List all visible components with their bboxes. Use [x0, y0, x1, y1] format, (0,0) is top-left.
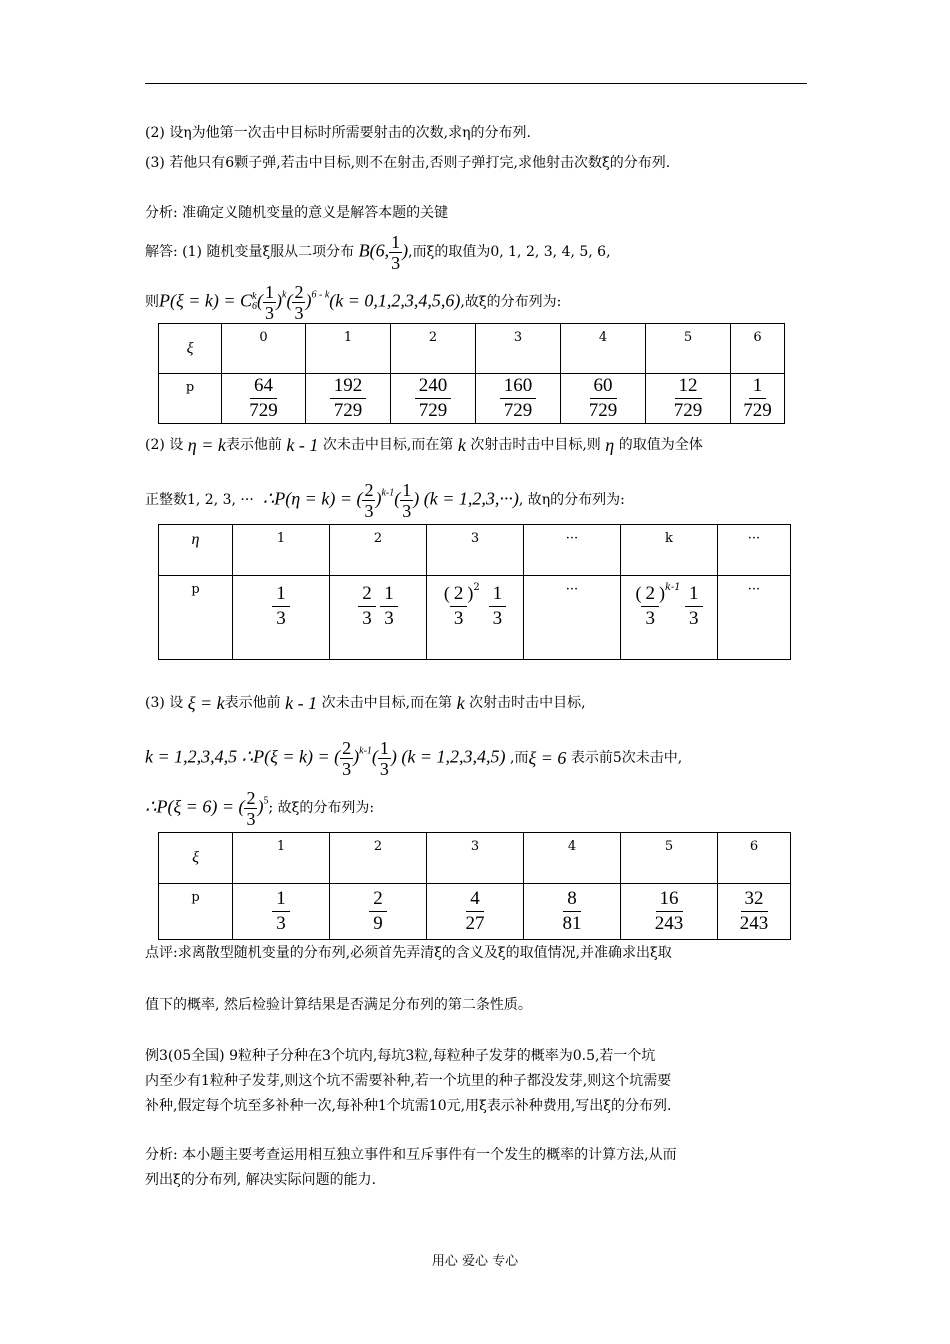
numerator: 64	[250, 374, 277, 399]
probability-formula-3: k = 1,2,3,4,5 ∴P(ξ = k) = ( $\frac{2}{3}$ )$^{k-1}$( $\frac{1}{3}$ ) (k = 1,2,3,4,5)	[145, 737, 506, 779]
example-line-2: 内至少有1粒种子发芽,则这个坑不需要补种,若一个坑里的种子都没发芽,则这个坑需要	[145, 1073, 672, 1089]
numerator: 1	[749, 374, 767, 399]
numerator: 12	[675, 374, 702, 399]
part3-line-2	[145, 738, 682, 778]
table1-cell	[476, 374, 561, 424]
table2-header: ···	[524, 525, 621, 576]
part3-line-1	[145, 686, 586, 720]
table3-cell	[718, 884, 791, 940]
table1-header: 4	[561, 324, 646, 374]
table2-header: 3	[427, 525, 524, 576]
part3-line2-c: 表示前5次未击中,	[570, 750, 683, 766]
numerator: 2	[369, 887, 387, 912]
table2-dots: ···	[718, 576, 791, 660]
table1-cell	[306, 374, 391, 424]
table2-row-label: p	[159, 576, 233, 660]
table3-cell	[427, 884, 524, 940]
example-line-1: 例3(05全国) 9粒种子分种在3个坑内,每坑3粒,每粒种子发芽的概率为0.5,若一个坑	[145, 1048, 656, 1064]
part2-a: (2) 设	[145, 437, 184, 453]
table1-var: ξ	[159, 324, 222, 374]
denominator: 729	[588, 400, 618, 421]
part3-b: 表示他前	[224, 695, 281, 711]
question-2: (2) 设η为他第一次击中目标时所需要射击的次数,求η的分布列.	[145, 125, 531, 141]
table2-header: ···	[718, 525, 791, 576]
xi-eq-k: ξ = k	[183, 693, 225, 713]
table1-header: 2	[391, 324, 476, 374]
comment-line-1: 点评:求离散型随机变量的分布列,必须首先弄清ξ的含义及ξ的取值情况,并准确求出ξ取	[145, 945, 672, 961]
binomial-formula: B(6, $\frac{1}{3}$ )	[354, 231, 409, 273]
table2-header: k	[621, 525, 718, 576]
solution-line-2-b: ,故ξ的分布列为:	[460, 294, 562, 310]
numerator: 4	[466, 887, 484, 912]
table1-row-label: p	[159, 374, 222, 424]
distribution-table-3	[158, 832, 791, 940]
numerator: 60	[590, 374, 617, 399]
distribution-table-1	[158, 323, 785, 424]
probability-formula-4: ∴P(ξ = 6) = ( $\frac{2}{3}$ )$^5$	[145, 787, 269, 829]
table3-cell	[621, 884, 718, 940]
denominator: 81	[562, 913, 582, 934]
part3-line-3	[145, 788, 374, 828]
solution-line-1-a: 解答: (1) 随机变量ξ服从二项分布	[145, 244, 355, 260]
probability-formula-2: ∴P(η = k) = ( $\frac{2}{3}$ )$^{k-1}$( $\frac{1}{3}$ ) (k = 1,2,3,···)	[262, 479, 519, 521]
table3-header: 2	[330, 833, 427, 884]
table2-cell-k: ( $\frac{2}{3}$ )$^{k-1}$ $\frac{1}{3}$	[621, 576, 718, 660]
table3-var: ξ	[159, 833, 233, 884]
solution-line-2	[145, 282, 561, 322]
k-minus-1: k - 1	[280, 693, 318, 713]
numerator: 192	[330, 374, 367, 399]
numerator: 1	[272, 887, 290, 912]
solution-line-1-b: ,而ξ的取值为0, 1, 2, 3, 4, 5, 6,	[408, 244, 611, 260]
table2-cell-2: $\frac{2}{3}$ $\frac{1}{3}$	[330, 576, 427, 660]
table3-row-label: p	[159, 884, 233, 940]
part2-line-1	[145, 428, 703, 462]
denominator: 729	[249, 400, 278, 421]
denominator: 729	[418, 400, 448, 421]
denominator: 9	[373, 913, 383, 934]
solution-line-2-a: 则	[145, 294, 159, 310]
xi-eq-6: ξ = 6	[528, 748, 567, 768]
part2-line2-a: 正整数1, 2, 3, ···	[145, 492, 254, 508]
table2-header: 2	[330, 525, 427, 576]
table2-cell-1: $\frac{1}{3}$	[233, 576, 330, 660]
comment-line-2: 值下的概率, 然后检验计算结果是否满足分布列的第二条性质。	[145, 997, 532, 1013]
table1-cell	[646, 374, 731, 424]
part2-c: 次未击中目标,而在第	[322, 437, 454, 453]
part2-e: 的取值为全体	[618, 437, 703, 453]
part2-line-2	[145, 480, 625, 520]
analysis2-line-2: 列出ξ的分布列, 解决实际问题的能力.	[145, 1172, 377, 1188]
numerator: 32	[741, 887, 768, 912]
solution-line-1	[145, 232, 611, 272]
part3-a: (3) 设	[145, 695, 184, 711]
distribution-table-2	[158, 524, 791, 660]
table1-cell	[222, 374, 306, 424]
k-var: k	[452, 693, 470, 713]
numerator: 16	[656, 887, 683, 912]
eta-eq-k: η = k	[183, 435, 226, 455]
table3-header: 6	[718, 833, 791, 884]
denominator: 729	[503, 400, 533, 421]
table3-header: 5	[621, 833, 718, 884]
table3-cell	[330, 884, 427, 940]
table1-header: 5	[646, 324, 731, 374]
k-var: k	[453, 435, 471, 455]
denominator: 729	[743, 400, 772, 421]
table1-cell	[561, 374, 646, 424]
eta-var: η	[600, 435, 619, 455]
table1-cell	[391, 374, 476, 424]
numerator: 160	[500, 374, 537, 399]
table3-header: 4	[524, 833, 621, 884]
table3-header: 3	[427, 833, 524, 884]
denominator: 27	[465, 913, 485, 934]
table1-header: 6	[731, 324, 785, 374]
table3-header: 1	[233, 833, 330, 884]
page-footer: 用心 爱心 专心	[431, 1254, 519, 1269]
table1-header: 0	[222, 324, 306, 374]
part3-c: 次未击中目标,而在第	[321, 695, 453, 711]
numerator: 240	[415, 374, 452, 399]
part2-b: 表示他前	[225, 437, 282, 453]
question-3: (3) 若他只有6颗子弹,若击中目标,则不在射击,否则子弹打完,求他射击次数ξ的分布列.	[145, 155, 671, 171]
table3-cell	[233, 884, 330, 940]
numerator: 8	[563, 887, 581, 912]
denominator: 729	[333, 400, 363, 421]
part3-line2-b: ,而	[510, 750, 529, 766]
table1-header: 3	[476, 324, 561, 374]
header-rule	[145, 83, 807, 84]
part2-d: 次射击时击中目标,则	[470, 437, 601, 453]
part3-line3-b: ; 故ξ的分布列为:	[268, 800, 375, 816]
table2-var: η	[159, 525, 233, 576]
table1-cell	[731, 374, 785, 424]
table2-dots: ···	[524, 576, 621, 660]
table2-header: 1	[233, 525, 330, 576]
part2-line2-b: , 故η的分布列为:	[518, 492, 625, 508]
denominator: 243	[654, 913, 684, 934]
analysis2-line-1: 分析: 本小题主要考查运用相互独立事件和互斥事件有一个发生的概率的计算方法,从而	[145, 1147, 677, 1163]
denominator: 729	[673, 400, 703, 421]
example-line-3: 补种,假定每个坑至多补种一次,每补种1个坑需10元,用ξ表示补种费用,写出ξ的分布列.	[145, 1098, 672, 1114]
table1-header: 1	[306, 324, 391, 374]
denominator: 243	[739, 913, 769, 934]
k-minus-1: k - 1	[281, 435, 319, 455]
table3-cell	[524, 884, 621, 940]
denominator: 3	[276, 913, 286, 934]
analysis-line: 分析: 准确定义随机变量的意义是解答本题的关键	[145, 205, 449, 221]
probability-formula-1: P(ξ = k) = C k 6 ( $\frac{1}{3}$ )$^k$( $\frac{2}{3}$ )$^{6 - k}$(k = 0,1,2,3,4,5,6)	[159, 281, 461, 323]
table2-cell-3: ( $\frac{2}{3}$ )$^2$ $\frac{1}{3}$	[427, 576, 524, 660]
part3-d: 次射击时击中目标,	[469, 695, 586, 711]
